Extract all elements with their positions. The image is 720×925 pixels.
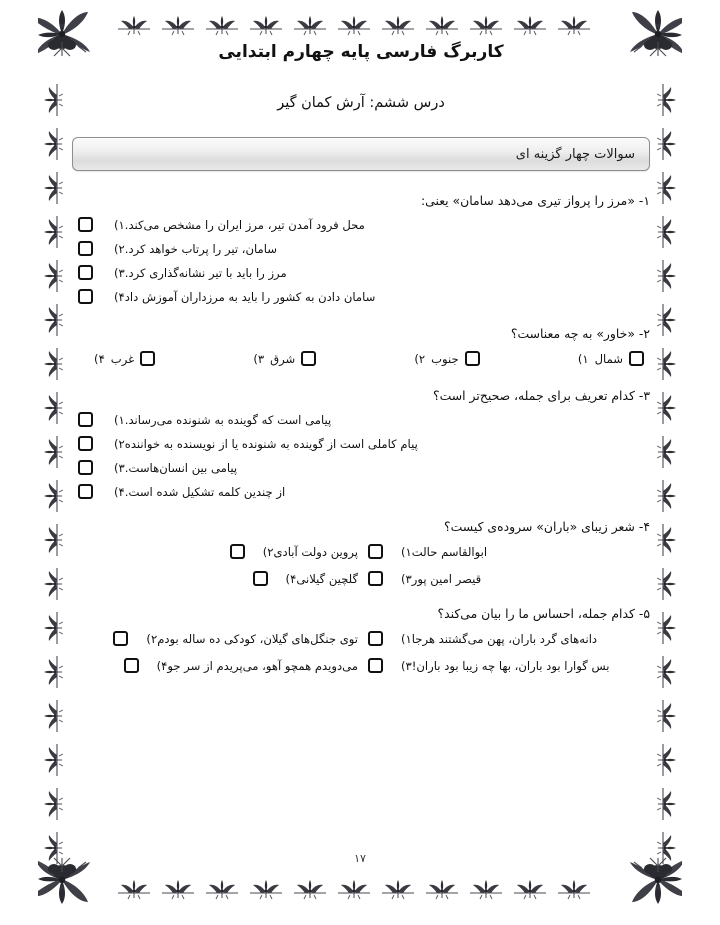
checkbox-icon[interactable] (301, 351, 316, 366)
option-label: قیصر امین پور (411, 571, 482, 586)
checkbox-icon[interactable] (78, 460, 93, 475)
checkbox-icon[interactable] (78, 412, 93, 427)
option-label: می‌دویدم همچو آهو، می‌پریدم از سر جو (167, 658, 358, 673)
option-number: ۳) (253, 351, 265, 366)
question-3-option-1[interactable] (72, 412, 650, 427)
option-label: بس گوارا بود باران، بها چه زیبا بود باران! (411, 658, 610, 673)
option-label: غرب (110, 351, 135, 366)
option-label: شمال (594, 351, 623, 366)
checkbox-icon[interactable] (78, 436, 93, 451)
option-number: ۳) (401, 658, 412, 673)
question-1-option-3[interactable] (72, 265, 650, 280)
question-4-option-1[interactable] (368, 544, 644, 559)
question-5 (72, 606, 650, 673)
option-number: ۳) (401, 571, 412, 586)
option-number: ۱) (114, 217, 125, 232)
question-4-option-3[interactable] (368, 571, 644, 586)
question-1-number: ۱- (638, 193, 650, 208)
question-5-option-1[interactable] (368, 631, 644, 646)
option-number: ۱) (401, 631, 412, 646)
checkbox-icon[interactable] (78, 241, 93, 256)
question-3-option-4[interactable] (72, 484, 650, 499)
checkbox-icon[interactable] (78, 265, 93, 280)
question-5-text: کدام جمله، احساس ما را بیان می‌کند؟ (437, 606, 635, 621)
option-number: ۳) (114, 265, 125, 280)
option-number: ۴) (114, 289, 125, 304)
question-2-text: «خاور» به چه معناست؟ (510, 326, 635, 341)
question-2-option-3[interactable] (253, 351, 316, 366)
option-label: پیام کاملی است از گوینده به شنونده یا از نویسنده به خواننده (124, 436, 418, 451)
question-5-option-3[interactable] (368, 658, 644, 673)
question-1-stem (72, 193, 650, 208)
checkbox-icon[interactable] (629, 351, 644, 366)
option-number: ۱) (577, 351, 589, 366)
checkbox-icon[interactable] (253, 571, 268, 586)
option-label: توی جنگل‌های گیلان، کودکی ده ساله بودم (157, 631, 358, 646)
question-1-option-2[interactable] (72, 241, 650, 256)
option-label: پیامی است که گوینده به شنونده می‌رساند. (124, 412, 332, 427)
option-number: ۲) (146, 631, 158, 646)
checkbox-icon[interactable] (78, 289, 93, 304)
question-2-stem (72, 326, 650, 341)
checkbox-icon[interactable] (368, 544, 383, 559)
option-label: محل فرود آمدن تیر، مرز ایران را مشخص می‌کند. (124, 217, 365, 232)
question-1-option-4[interactable] (72, 289, 650, 304)
question-2-option-1[interactable] (578, 351, 644, 366)
question-2-option-2[interactable] (414, 351, 479, 366)
question-2-option-4[interactable] (94, 351, 155, 366)
option-number: ۱) (114, 412, 125, 427)
option-number: ۱) (401, 544, 412, 559)
question-5-number: ۵- (638, 606, 650, 621)
question-4-option-4[interactable] (82, 571, 358, 586)
option-label: پروین دولت آبادی (273, 544, 358, 559)
question-2-number: ۲- (638, 326, 650, 341)
lesson-subtitle: درس ششم: آرش کمان گیر (277, 95, 445, 111)
checkbox-icon[interactable] (113, 631, 128, 646)
question-3-option-2[interactable] (72, 436, 650, 451)
question-3-text: کدام تعریف برای جمله، صحیح‌تر است؟ (433, 388, 635, 403)
question-3-option-3[interactable] (72, 460, 650, 475)
option-label: مرز را باید با تیر نشانه‌گذاری کرد. (124, 265, 287, 280)
option-label: سامان دادن به کشور را باید به مرزداران آموزش داد (124, 289, 376, 304)
question-1 (72, 193, 650, 304)
checkbox-icon[interactable] (78, 217, 93, 232)
option-label: گلچین گیلانی (296, 571, 358, 586)
question-5-stem (72, 606, 650, 621)
option-label: شرق (270, 351, 296, 366)
option-number: ۲) (114, 241, 125, 256)
question-3-number: ۳- (638, 388, 650, 403)
page-number: ۱۷ (354, 852, 366, 865)
option-number: ۴) (114, 484, 125, 499)
option-number: ۴) (285, 571, 297, 586)
option-number: ۲) (114, 436, 125, 451)
question-5-option-2[interactable] (82, 631, 358, 646)
section-header-label: سوالات چهار گزینه ای (515, 146, 635, 162)
worksheet-content (72, 34, 650, 850)
option-label: دانه‌های گرد باران، پهن می‌گشتند هرجا (411, 631, 598, 646)
option-number: ۲) (262, 544, 274, 559)
checkbox-icon[interactable] (78, 484, 93, 499)
checkbox-icon[interactable] (124, 658, 139, 673)
question-4-stem (72, 519, 650, 534)
question-1-text: «مرز را پرواز تیری می‌دهد سامان» یعنی: (420, 193, 635, 208)
section-header-bar (72, 137, 650, 171)
option-number: ۲) (414, 351, 426, 366)
question-3 (72, 388, 650, 499)
checkbox-icon[interactable] (465, 351, 480, 366)
question-5-option-4[interactable] (82, 658, 358, 673)
question-4-number: ۴- (638, 519, 650, 534)
checkbox-icon[interactable] (368, 631, 383, 646)
option-label: پیامی بین انسان‌هاست. (124, 460, 238, 475)
page-title: کاربرگ فارسی پایه چهارم ابتدایی (218, 42, 504, 62)
option-label: از چندین کلمه تشکیل شده است. (124, 484, 286, 499)
option-label: جنوب (431, 351, 459, 366)
checkbox-icon[interactable] (140, 351, 155, 366)
checkbox-icon[interactable] (368, 571, 383, 586)
checkbox-icon[interactable] (368, 658, 383, 673)
question-1-option-1[interactable] (72, 217, 650, 232)
question-3-stem (72, 388, 650, 403)
checkbox-icon[interactable] (230, 544, 245, 559)
option-number: ۴) (94, 351, 105, 366)
question-4 (72, 519, 650, 586)
question-4-text: شعر زیبای «باران» سروده‌ی کیست؟ (444, 519, 635, 534)
question-2 (72, 326, 650, 366)
question-4-option-2[interactable] (82, 544, 358, 559)
option-label: سامان، تیر را پرتاب خواهد کرد. (124, 241, 278, 256)
option-number: ۳) (114, 460, 125, 475)
option-number: ۴) (156, 658, 168, 673)
option-label: ابوالقاسم حالت (411, 544, 488, 559)
